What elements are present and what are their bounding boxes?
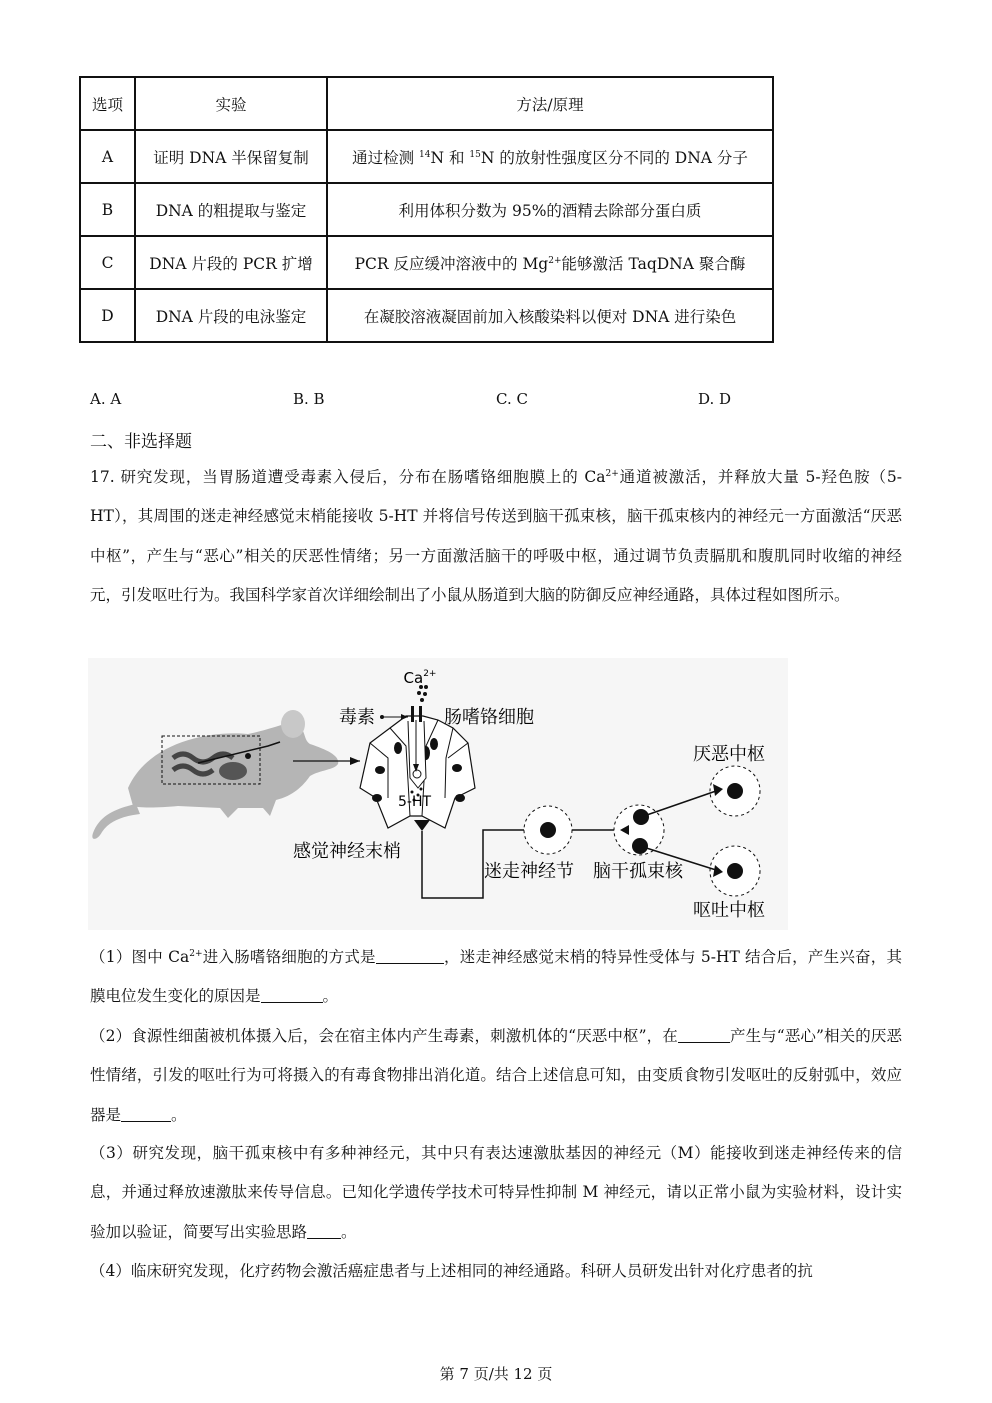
aversion-label: 厌恶中枢 — [693, 744, 765, 765]
table-header-row — [80, 77, 773, 130]
table-row — [80, 289, 773, 342]
section-title: 二、非选择题 — [90, 432, 192, 452]
toxin-dot — [380, 715, 384, 719]
answer-blank[interactable] — [261, 988, 323, 1003]
sub-question-3: （3）研究发现，脑干孤束核中有多种神经元，其中只有表达速激肽基因的神经元（M）能接收到迷走神经传来的信息，并通过释放速激肽来传导信息。已知化学遗传学技术可特异性抑制 M 神经元，请以正常小鼠为实验材料，设计实验加以验证，简要写出实验思路 。 — [90, 1144, 902, 1241]
row-method: 利用体积分数为 95%的酒精去除部分蛋白质 — [327, 183, 773, 236]
sub-question-1: （1）图中 $Ca^{2+}$进入肠嗜铬细胞的方式是 ，迷走神经感觉末梢的特异性受体与 5-HT 结合后，产生兴奋，其膜电位发生变化的原因是 。 — [90, 948, 902, 1006]
option-c[interactable]: C. C — [496, 390, 528, 408]
row-experiment: 证明 DNA 半保留复制 — [135, 130, 327, 183]
table-row — [80, 236, 773, 289]
row-method: 通过检测 $^{14}$N 和 $^{15}$N 的放射性强度区分不同的 DNA 分子 — [327, 130, 773, 183]
answer-blank[interactable] — [678, 1028, 730, 1043]
row-option: A — [80, 130, 135, 183]
sub-question-4: （4）临床研究发现，化疗药物会激活癌症患者与上述相同的神经通路。科研人员研发出针对化疗患者的抗 — [90, 1262, 813, 1280]
answer-blank[interactable] — [121, 1107, 171, 1122]
option-d[interactable]: D. D — [698, 390, 732, 408]
sensory-label: 感觉神经末梢 — [293, 841, 401, 862]
toxin-label: 毒素 — [339, 707, 375, 728]
ec-cell-label: 肠嗜铬细胞 — [444, 707, 534, 728]
option-b[interactable]: B. B — [293, 390, 325, 408]
page-footer: 第 7 页/共 12 页 — [439, 1365, 553, 1383]
5ht-label: 5-HT — [398, 794, 432, 810]
row-option: D — [80, 289, 135, 342]
table-row — [80, 130, 773, 183]
calcium-label: $Ca^{2+}$ — [403, 669, 437, 687]
row-option: B — [80, 183, 135, 236]
row-method: 在凝胶溶液凝固前加入核酸染料以便对 DNA 进行染色 — [327, 289, 773, 342]
option-a[interactable]: A. A — [90, 390, 122, 408]
answer-blank[interactable] — [307, 1224, 341, 1239]
header-experiment: 实验 — [135, 77, 327, 130]
header-option: 选项 — [80, 77, 135, 130]
nts-label: 脑干孤束核 — [593, 861, 683, 882]
options-table — [79, 76, 774, 343]
row-option: C — [80, 236, 135, 289]
header-method: 方法/原理 — [327, 77, 773, 130]
answer-blank[interactable] — [376, 949, 444, 964]
vomit-label: 呕吐中枢 — [693, 900, 765, 921]
question-17-stem: 17. 研究发现，当胃肠道遭受毒素入侵后，分布在肠嗜铬细胞膜上的 $Ca^{2+}$通道被激活，并释放大量 5-羟色胺（5-HT），其周围的迷走神经感觉末梢能接收 5-HT 并将信号传送到脑干孤束核，脑干孤束核内的神经元一方面激活“厌恶中枢”，产生与“恶心”相关的厌恶性情绪；另一方面激活脑干的呼吸中枢，通过调节负责膈肌和腹肌同时收缩的神经元，引发呕吐行为。我国科学家首次详细绘制出了小鼠从肠道到大脑的防御反应神经通路，具体过程如图所示。 — [90, 468, 902, 604]
row-method: PCR 反应缓冲溶液中的 $Mg^{2+}$能够激活 TaqDNA 聚合酶 — [327, 236, 773, 289]
neural-pathway-figure — [88, 658, 788, 930]
table-row — [80, 183, 773, 236]
sub-question-2: （2）食源性细菌被机体摄入后，会在宿主体内产生毒素，刺激机体的“厌恶中枢”，在 产生与“恶心”相关的厌恶性情绪，引发的呕吐行为可将摄入的有毒食物排出消化道。结合上述信息可知，由变质食物引发呕吐的反射弧中，效应器是 。 — [90, 1027, 902, 1124]
vagal-label: 迷走神经节 — [484, 861, 574, 882]
row-experiment: DNA 的粗提取与鉴定 — [135, 183, 327, 236]
row-experiment: DNA 片段的电泳鉴定 — [135, 289, 327, 342]
row-experiment: DNA 片段的 PCR 扩增 — [135, 236, 327, 289]
